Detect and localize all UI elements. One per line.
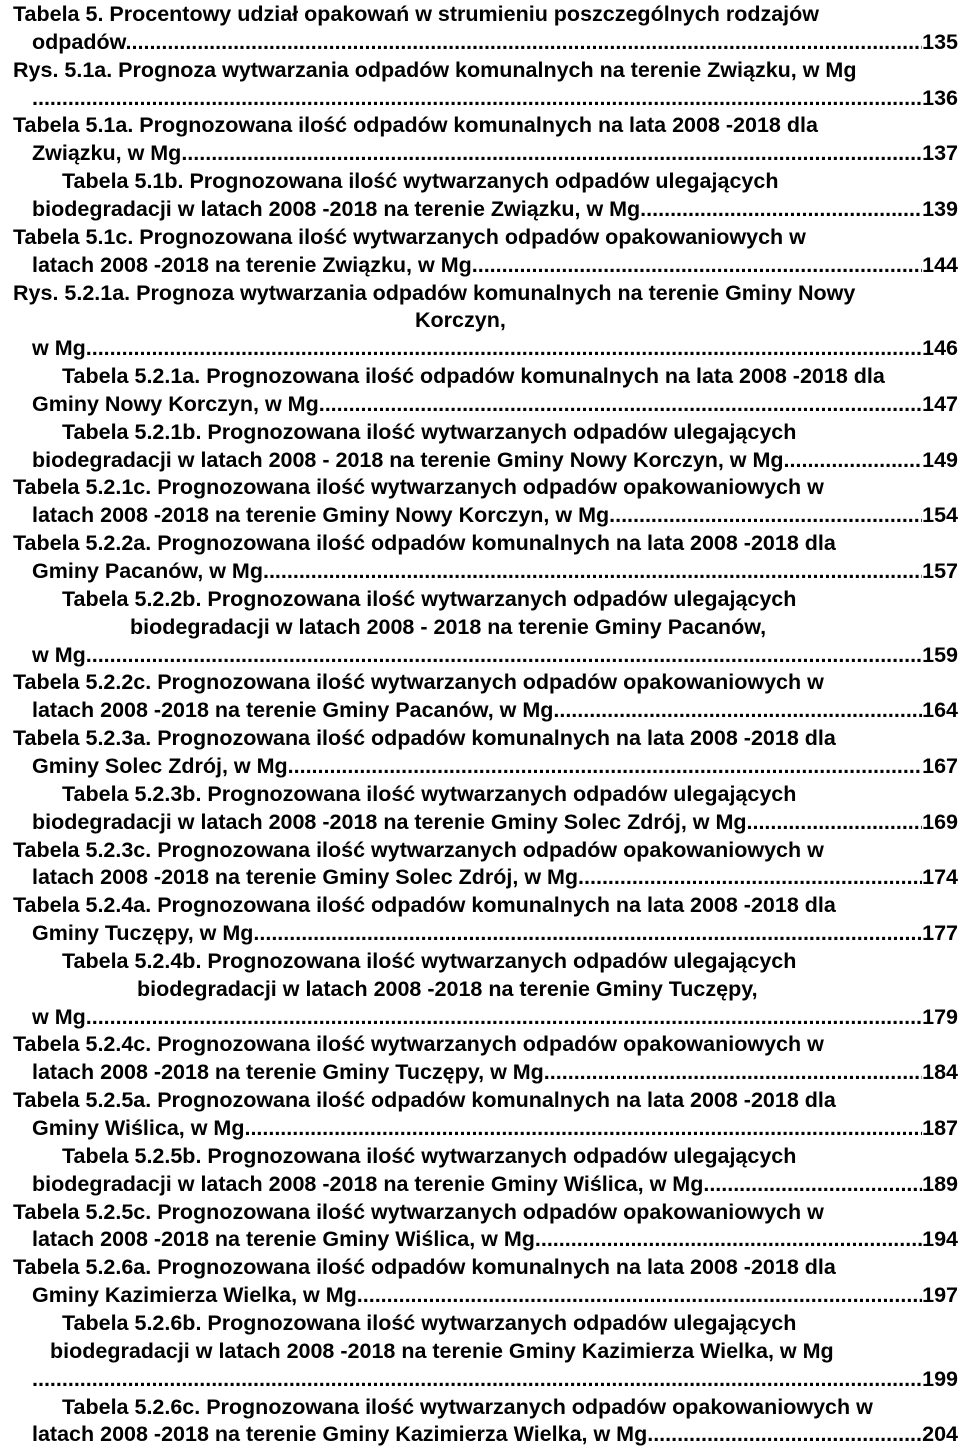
toc-entry-line: Tabela 5.2.5c. Prognozowana ilość wytwarzanych odpadów opakowaniowych w (13, 1199, 824, 1224)
dot-leader (615, 501, 922, 529)
toc-entry-line: Rys. 5.2.1a. Prognoza wytwarzania odpadów komunalnych na terenie Gminy Nowy (13, 280, 856, 305)
page-number: 157 (922, 559, 958, 583)
toc-entry-text: w Mg. (32, 1004, 92, 1029)
toc-entry-text: latach 2008 -2018 na terenie Gminy Pacanów, w Mg. (32, 698, 560, 723)
page-number: 136 (922, 85, 958, 110)
toc-entry-line: Tabela 5.2.3a. Prognozowana ilość odpadów komunalnych na lata 2008 -2018 dla (13, 726, 836, 751)
toc-entry-text: biodegradacji w latach 2008 -2018 na terenie Gminy Solec Zdrój, w Mg. (32, 809, 753, 834)
toc-entry-line: Tabela 5.2.1a. Prognozowana ilość odpadów komunalnych na lata 2008 -2018 dla (62, 364, 885, 389)
toc-entry-line: Tabela 5.2.6b. Prognozowana ilość wytwarzanych odpadów ulegających (62, 1310, 797, 1335)
toc-entry-line: Tabela 5.2.1c. Prognozowana ilość wytwarzanych odpadów opakowaniowych w (13, 475, 824, 500)
dot-leader (709, 1170, 922, 1198)
dot-leader (269, 557, 922, 585)
toc-entry-link[interactable] (32, 696, 958, 724)
toc-entry-text: latach 2008 -2018 na terenie Gminy Solec Zdrój, w Mg. (32, 865, 585, 890)
page-number: 154 (922, 503, 958, 528)
dot-leader (646, 195, 922, 223)
dot-leader (790, 446, 923, 474)
toc-entry-line: Tabela 5.2.3c. Prognozowana ilość wytwarzanych odpadów opakowaniowych w (13, 837, 824, 862)
page-number: 184 (922, 1060, 958, 1085)
toc-entry-text: Gminy Tuczępy, w Mg. (32, 921, 260, 946)
toc-entry-line: Tabela 5.1b. Prognozowana ilość wytwarzanych odpadów ulegających (62, 169, 779, 194)
dot-leader (478, 251, 922, 279)
toc-entry-line: Tabela 5.2.1b. Prognozowana ilość wytwarzanych odpadów ulegających (62, 419, 797, 444)
toc-entry-link[interactable] (32, 1003, 958, 1031)
toc-entry-link[interactable] (32, 139, 958, 167)
toc-entry-line: Tabela 5.2.2b. Prognozowana ilość wytwarzanych odpadów ulegających (62, 586, 797, 611)
toc-entry-text: Gminy Solec Zdrój, w Mg. (32, 753, 294, 778)
page-number: 149 (922, 447, 958, 472)
toc-entry-text: biodegradacji w latach 2008 -2018 na terenie Związku, w Mg. (32, 196, 647, 221)
page-number: 137 (922, 141, 958, 166)
toc-entry-line: Korczyn, (415, 308, 506, 333)
dot-leader (32, 84, 922, 112)
toc-entry-link[interactable] (32, 390, 958, 418)
page-number: 199 (922, 1366, 958, 1391)
toc-entry-line: biodegradacji w latach 2008 -2018 na terenie Gminy Tuczępy, (137, 976, 758, 1001)
toc-entry-line: Tabela 5.2.4a. Prognozowana ilość odpadów komunalnych na lata 2008 -2018 dla (13, 893, 836, 918)
toc-entry-text: Związku, w Mg. (32, 141, 188, 166)
page-number: 144 (922, 252, 958, 277)
dot-leader (325, 390, 922, 418)
toc-entry-line: Tabela 5. Procentowy udział opakowań w strumieniu poszczególnych rodzajów (13, 2, 819, 26)
page-number: 169 (922, 809, 958, 834)
toc-entry-link[interactable] (32, 446, 958, 474)
toc-entry-link[interactable] (32, 334, 958, 362)
page-number: 174 (922, 865, 958, 890)
toc-entry-link[interactable] (32, 808, 958, 836)
toc-entry-link[interactable] (32, 752, 958, 780)
toc-entry-text: biodegradacji w latach 2008 -2018 na terenie Gminy Wiślica, w Mg. (32, 1171, 710, 1196)
toc-entry-text: latach 2008 -2018 na terenie Gminy Nowy Korczyn, w Mg. (32, 503, 616, 528)
dot-leader (32, 1365, 922, 1393)
dot-leader (653, 1420, 922, 1448)
toc-entry-link[interactable] (32, 1114, 958, 1142)
toc-entry-link[interactable] (32, 919, 958, 947)
toc-entry-text: Gminy Wiślica, w Mg. (32, 1116, 251, 1140)
toc-entry-link[interactable] (32, 1365, 958, 1393)
toc-entry-link[interactable] (32, 1281, 958, 1309)
page-number: 187 (922, 1116, 958, 1140)
toc-entry-link[interactable] (32, 557, 958, 585)
toc-entry-line: Tabela 5.2.6c. Prognozowana ilość wytwarzanych odpadów opakowaniowych w (62, 1394, 873, 1419)
toc-entry-line: biodegradacji w latach 2008 -2018 na terenie Gminy Kazimierza Wielka, w Mg (50, 1338, 834, 1363)
toc-entry-line: Tabela 5.2.4c. Prognozowana ilość wytwarzanych odpadów opakowaniowych w (13, 1032, 824, 1057)
dot-leader (541, 1225, 922, 1253)
page-number: 139 (922, 196, 958, 221)
toc-entry-text: latach 2008 -2018 na terenie Gminy Tuczępy, w Mg. (32, 1060, 550, 1085)
page-number: 146 (922, 336, 958, 361)
page-number: 164 (922, 698, 958, 723)
toc-entry-line: biodegradacji w latach 2008 - 2018 na terenie Gminy Pacanów, (130, 614, 767, 639)
toc-entry-link[interactable] (32, 501, 958, 529)
toc-entry-link[interactable] (32, 863, 958, 891)
page-number: 147 (922, 391, 958, 416)
page-number: 189 (922, 1171, 958, 1196)
toc-entry-text: Gminy Kazimierza Wielka, w Mg. (32, 1283, 363, 1308)
page-number: 177 (922, 921, 958, 946)
dot-leader (550, 1058, 922, 1086)
toc-entry-line: Tabela 5.1c. Prognozowana ilość wytwarzanych odpadów opakowaniowych w (13, 224, 806, 249)
page-number: 197 (922, 1283, 958, 1308)
toc-entry-link[interactable] (32, 84, 958, 112)
toc-entry-line: Rys. 5.1a. Prognoza wytwarzania odpadów komunalnych na terenie Związku, w Mg (13, 57, 857, 82)
toc-entry-line: Tabela 5.2.4b. Prognozowana ilość wytwarzanych odpadów ulegających (62, 948, 797, 973)
toc-entry-link[interactable] (32, 195, 958, 223)
page-number: 159 (922, 642, 958, 667)
toc-entry-text: latach 2008 -2018 na terenie Gminy Kazimierza Wielka, w Mg. (32, 1422, 654, 1447)
toc-entry-text: odpadów. (32, 29, 132, 54)
dot-leader (752, 808, 922, 836)
page-number: 204 (922, 1422, 958, 1447)
toc-entry-text: latach 2008 -2018 na terenie Związku, w Mg. (32, 252, 478, 277)
toc-entry-text: Gminy Pacanów, w Mg. (32, 559, 269, 583)
dot-leader (584, 863, 922, 891)
toc-entry-link[interactable] (32, 251, 958, 279)
toc-entry-text: w Mg. (32, 642, 92, 667)
dot-leader (559, 696, 922, 724)
toc-entry-line: Tabela 5.2.2c. Prognozowana ilość wytwarzanych odpadów opakowaniowych w (13, 670, 824, 695)
dot-leader (86, 334, 922, 362)
toc-entry-link[interactable] (32, 1058, 958, 1086)
toc-entry-link[interactable] (32, 641, 958, 669)
toc-entry-line: Tabela 5.1a. Prognozowana ilość odpadów komunalnych na lata 2008 -2018 dla (13, 113, 818, 138)
toc-entry-link[interactable] (32, 28, 958, 56)
toc-entry-link[interactable] (32, 1420, 958, 1448)
dot-leader (259, 919, 922, 947)
dot-leader (363, 1281, 922, 1309)
toc-entry-line: Tabela 5.2.6a. Prognozowana ilość odpadów komunalnych na lata 2008 -2018 dla (13, 1255, 836, 1280)
dot-leader (250, 1114, 922, 1142)
toc-entry-link[interactable] (32, 1225, 958, 1253)
page-number: 167 (922, 753, 958, 778)
toc-entry-link[interactable] (32, 1170, 958, 1198)
dot-leader (294, 752, 923, 780)
toc-entry-text: latach 2008 -2018 na terenie Gminy Wiślica, w Mg. (32, 1227, 541, 1252)
toc-entry-text: biodegradacji w latach 2008 - 2018 na terenie Gminy Nowy Korczyn, w Mg. (32, 447, 790, 472)
page-number: 135 (922, 29, 958, 54)
toc-entry-line: Tabela 5.2.3b. Prognozowana ilość wytwarzanych odpadów ulegających (62, 781, 797, 806)
dot-leader (92, 1003, 922, 1031)
page-number: 194 (922, 1227, 958, 1252)
toc-entry-line: Tabela 5.2.5a. Prognozowana ilość odpadów komunalnych na lata 2008 -2018 dla (13, 1088, 836, 1113)
dot-leader (187, 139, 922, 167)
dot-leader (92, 641, 922, 669)
toc-entry-line: Tabela 5.2.2a. Prognozowana ilość odpadów komunalnych na lata 2008 -2018 dla (13, 531, 836, 556)
dot-leader (132, 28, 923, 56)
page-number: 179 (922, 1004, 958, 1029)
toc-entry-text: Gminy Nowy Korczyn, w Mg. (32, 391, 325, 416)
toc-entry-text: w Mg (32, 336, 86, 361)
toc-entry-line: Tabela 5.2.5b. Prognozowana ilość wytwarzanych odpadów ulegających (62, 1143, 797, 1168)
